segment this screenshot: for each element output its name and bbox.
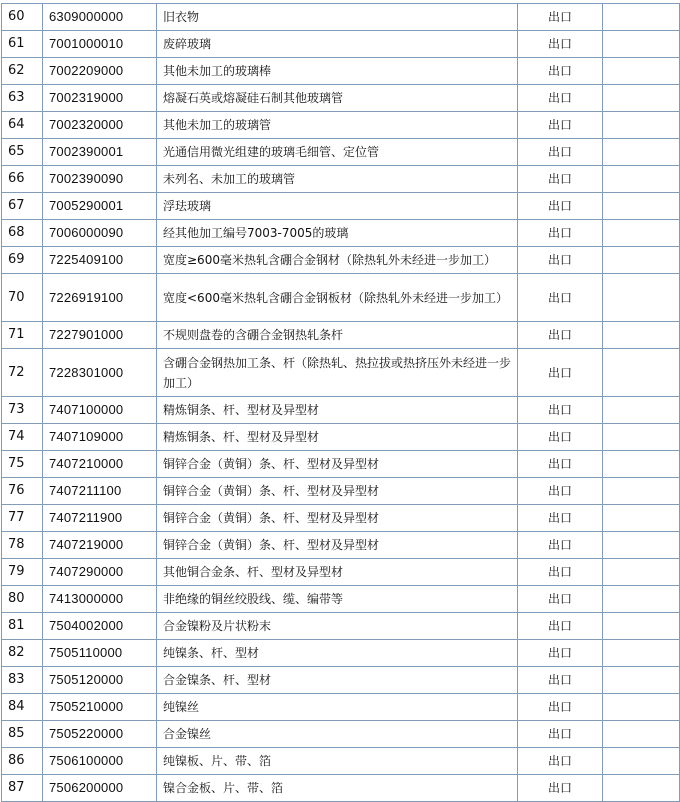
trade-type: 出口 (518, 193, 603, 220)
hs-code: 7505210000 (43, 694, 157, 721)
commodity-name: 其他铜合金条、杆、型材及异型材 (157, 559, 518, 586)
table-row (2, 532, 680, 559)
hs-code: 7413000000 (43, 586, 157, 613)
row-number: 80 (2, 586, 43, 613)
table-row (2, 559, 680, 586)
trade-type: 出口 (518, 139, 603, 166)
trade-type: 出口 (518, 349, 603, 397)
hs-code: 7407100000 (43, 397, 157, 424)
table-row (2, 748, 680, 775)
row-number: 72 (2, 349, 43, 397)
trade-type: 出口 (518, 451, 603, 478)
commodity-name: 铜锌合金（黄铜）条、杆、型材及异型材 (157, 478, 518, 505)
empty-cell (603, 694, 680, 721)
trade-type: 出口 (518, 58, 603, 85)
empty-cell (603, 613, 680, 640)
table-row (2, 667, 680, 694)
commodity-name: 经其他加工编号7003-7005的玻璃 (157, 220, 518, 247)
table-row (2, 85, 680, 112)
hs-code: 7505120000 (43, 667, 157, 694)
row-number: 67 (2, 193, 43, 220)
hs-code: 7407219000 (43, 532, 157, 559)
commodity-name: 铜锌合金（黄铜）条、杆、型材及异型材 (157, 451, 518, 478)
trade-type: 出口 (518, 220, 603, 247)
table-row (2, 397, 680, 424)
empty-cell (603, 85, 680, 112)
row-number: 83 (2, 667, 43, 694)
empty-cell (603, 586, 680, 613)
commodity-name: 纯镍条、杆、型材 (157, 640, 518, 667)
row-number: 75 (2, 451, 43, 478)
commodity-name: 含硼合金钢热加工条、杆（除热轧、热拉拔或热挤压外未经进一步加工） (157, 349, 518, 397)
empty-cell (603, 397, 680, 424)
empty-cell (603, 4, 680, 31)
trade-type: 出口 (518, 424, 603, 451)
trade-type: 出口 (518, 274, 603, 322)
trade-type: 出口 (518, 4, 603, 31)
table-row (2, 349, 680, 397)
table-row (2, 58, 680, 85)
trade-type: 出口 (518, 613, 603, 640)
commodity-name: 镍合金板、片、带、箔 (157, 775, 518, 802)
empty-cell (603, 247, 680, 274)
trade-type: 出口 (518, 322, 603, 349)
row-number: 73 (2, 397, 43, 424)
hs-code: 7407210000 (43, 451, 157, 478)
commodity-name: 光通信用微光组建的玻璃毛细管、定位管 (157, 139, 518, 166)
row-number: 60 (2, 4, 43, 31)
row-number: 61 (2, 31, 43, 58)
commodity-name: 纯镍板、片、带、箔 (157, 748, 518, 775)
trade-type: 出口 (518, 478, 603, 505)
row-number: 79 (2, 559, 43, 586)
empty-cell (603, 31, 680, 58)
empty-cell (603, 139, 680, 166)
empty-cell (603, 193, 680, 220)
hs-code: 7505220000 (43, 721, 157, 748)
commodity-name: 浮珐玻璃 (157, 193, 518, 220)
empty-cell (603, 166, 680, 193)
commodity-name: 非绝缘的铜丝绞股线、缆、编带等 (157, 586, 518, 613)
trade-type: 出口 (518, 748, 603, 775)
row-number: 74 (2, 424, 43, 451)
table-row (2, 478, 680, 505)
empty-cell (603, 748, 680, 775)
trade-type: 出口 (518, 85, 603, 112)
table-row (2, 721, 680, 748)
empty-cell (603, 640, 680, 667)
hs-code: 7407211100 (43, 478, 157, 505)
empty-cell (603, 58, 680, 85)
hs-code: 7001000010 (43, 31, 157, 58)
trade-type: 出口 (518, 694, 603, 721)
commodity-name: 精炼铜条、杆、型材及异型材 (157, 397, 518, 424)
table-row (2, 274, 680, 322)
empty-cell (603, 532, 680, 559)
trade-type: 出口 (518, 532, 603, 559)
trade-type: 出口 (518, 397, 603, 424)
commodity-name: 铜锌合金（黄铜）条、杆、型材及异型材 (157, 505, 518, 532)
commodity-name: 铜锌合金（黄铜）条、杆、型材及异型材 (157, 532, 518, 559)
empty-cell (603, 274, 680, 322)
empty-cell (603, 322, 680, 349)
table-row (2, 220, 680, 247)
row-number: 77 (2, 505, 43, 532)
row-number: 69 (2, 247, 43, 274)
commodity-name: 宽度≥600毫米热轧含硼合金钢材（除热轧外未经进一步加工） (157, 247, 518, 274)
commodity-name: 精炼铜条、杆、型材及异型材 (157, 424, 518, 451)
hs-code: 7002319000 (43, 85, 157, 112)
table-row (2, 193, 680, 220)
empty-cell (603, 424, 680, 451)
hs-code: 7506200000 (43, 775, 157, 802)
table-row (2, 139, 680, 166)
empty-cell (603, 559, 680, 586)
table-row (2, 322, 680, 349)
table-row (2, 247, 680, 274)
hs-code: 7407290000 (43, 559, 157, 586)
table-row (2, 775, 680, 802)
row-number: 71 (2, 322, 43, 349)
row-number: 86 (2, 748, 43, 775)
hs-code: 7226919100 (43, 274, 157, 322)
hs-code: 7505110000 (43, 640, 157, 667)
table-row (2, 613, 680, 640)
commodity-name: 其他未加工的玻璃棒 (157, 58, 518, 85)
commodity-name: 其他未加工的玻璃管 (157, 112, 518, 139)
table-row (2, 166, 680, 193)
table-row (2, 112, 680, 139)
commodity-name: 宽度<600毫米热轧含硼合金钢板材（除热轧外未经进一步加工） (157, 274, 518, 322)
hs-code: 7228301000 (43, 349, 157, 397)
hs-code: 7227901000 (43, 322, 157, 349)
hs-code: 7006000090 (43, 220, 157, 247)
trade-type: 出口 (518, 112, 603, 139)
empty-cell (603, 349, 680, 397)
table-row (2, 586, 680, 613)
hs-code: 7506100000 (43, 748, 157, 775)
commodity-name: 纯镍丝 (157, 694, 518, 721)
hs-code: 7002320000 (43, 112, 157, 139)
trade-type: 出口 (518, 667, 603, 694)
trade-type: 出口 (518, 640, 603, 667)
row-number: 76 (2, 478, 43, 505)
trade-type: 出口 (518, 505, 603, 532)
empty-cell (603, 721, 680, 748)
trade-type: 出口 (518, 31, 603, 58)
table-body (2, 4, 680, 802)
commodity-name: 合金镍丝 (157, 721, 518, 748)
hs-code: 6309000000 (43, 4, 157, 31)
hs-code: 7407109000 (43, 424, 157, 451)
hs-code: 7002390001 (43, 139, 157, 166)
row-number: 64 (2, 112, 43, 139)
empty-cell (603, 478, 680, 505)
row-number: 66 (2, 166, 43, 193)
trade-type: 出口 (518, 247, 603, 274)
table-row (2, 505, 680, 532)
table-row (2, 640, 680, 667)
empty-cell (603, 112, 680, 139)
row-number: 82 (2, 640, 43, 667)
trade-type: 出口 (518, 586, 603, 613)
trade-type: 出口 (518, 721, 603, 748)
table-row (2, 424, 680, 451)
row-number: 81 (2, 613, 43, 640)
empty-cell (603, 667, 680, 694)
row-number: 85 (2, 721, 43, 748)
hs-code: 7002390090 (43, 166, 157, 193)
hs-code: 7002209000 (43, 58, 157, 85)
empty-cell (603, 505, 680, 532)
commodity-name: 废碎玻璃 (157, 31, 518, 58)
trade-type: 出口 (518, 559, 603, 586)
hs-code: 7005290001 (43, 193, 157, 220)
row-number: 62 (2, 58, 43, 85)
commodity-name: 旧衣物 (157, 4, 518, 31)
commodity-name: 不规则盘卷的含硼合金钢热轧条杆 (157, 322, 518, 349)
commodity-code-table (1, 3, 680, 802)
row-number: 87 (2, 775, 43, 802)
empty-cell (603, 451, 680, 478)
table-row (2, 4, 680, 31)
empty-cell (603, 220, 680, 247)
row-number: 84 (2, 694, 43, 721)
row-number: 70 (2, 274, 43, 322)
row-number: 68 (2, 220, 43, 247)
row-number: 63 (2, 85, 43, 112)
hs-code: 7225409100 (43, 247, 157, 274)
table-row (2, 451, 680, 478)
commodity-name: 熔凝石英或熔凝硅石制其他玻璃管 (157, 85, 518, 112)
commodity-name: 未列名、未加工的玻璃管 (157, 166, 518, 193)
empty-cell (603, 775, 680, 802)
commodity-name: 合金镍粉及片状粉末 (157, 613, 518, 640)
table-row (2, 694, 680, 721)
table-row (2, 31, 680, 58)
row-number: 78 (2, 532, 43, 559)
trade-type: 出口 (518, 166, 603, 193)
row-number: 65 (2, 139, 43, 166)
hs-code: 7407211900 (43, 505, 157, 532)
trade-type: 出口 (518, 775, 603, 802)
hs-code: 7504002000 (43, 613, 157, 640)
commodity-name: 合金镍条、杆、型材 (157, 667, 518, 694)
